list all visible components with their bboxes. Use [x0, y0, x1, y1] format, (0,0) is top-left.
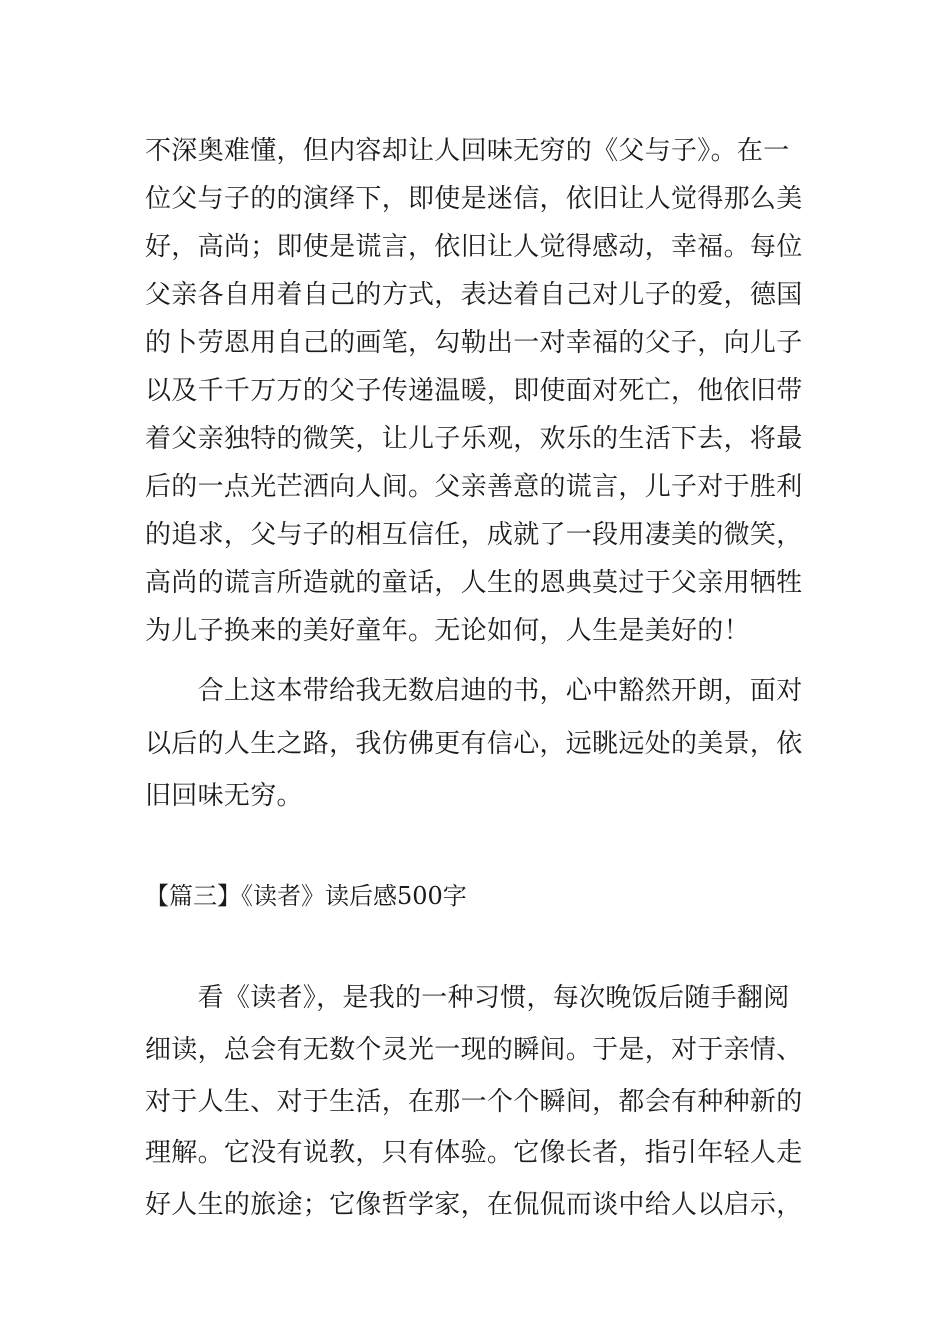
section-heading: 【篇三】《读者》读后感500字 — [145, 882, 467, 910]
paragraph-line: 看《读者》，是我的一种习惯，每次晚饭后随手翻阅 — [145, 983, 790, 1013]
paragraph-line: 好人生的旅途；它像哲学家，在侃侃而谈中给人以启示， — [145, 1190, 803, 1220]
paragraph-line: 位父与子的的演绎下，即使是迷信，依旧让人觉得那么美 — [145, 184, 803, 214]
paragraph-line: 细读，总会有无数个灵光一现的瞬间。于是，对于亲情、 — [145, 1035, 803, 1065]
paragraph-line: 旧回味无穷。 — [145, 781, 303, 811]
paragraph-line: 以后的人生之路，我仿佛更有信心，远眺远处的美景，依 — [145, 729, 803, 759]
paragraph-line: 为儿子换来的美好童年。无论如何，人生是美好的！ — [145, 616, 750, 646]
paragraph-line: 理解。它没有说教，只有体验。它像长者，指引年轻人走 — [145, 1138, 803, 1168]
paragraph-line: 高尚的谎言所造就的童话，人生的恩典莫过于父亲用牺牲 — [145, 568, 803, 598]
paragraph-line: 父亲各自用着自己的方式，表达着自己对儿子的爱，德国 — [145, 280, 803, 310]
paragraph-line: 后的一点光芒洒向人间。父亲善意的谎言，儿子对于胜利 — [145, 472, 803, 502]
paragraph-line: 的追求，父与子的相互信任，成就了一段用凄美的微笑， — [145, 520, 803, 550]
paragraph-line: 的卜劳恩用自己的画笔，勾勒出一对幸福的父子，向儿子 — [145, 328, 803, 358]
paragraph-line: 合上这本带给我无数启迪的书，心中豁然开朗，面对 — [145, 676, 803, 706]
paragraph-line: 好，高尚；即使是谎言，依旧让人觉得感动，幸福。每位 — [145, 232, 803, 262]
paragraph-line: 以及千千万万的父子传递温暖，即使面对死亡，他依旧带 — [145, 376, 803, 406]
paragraph-line: 对于人生、对于生活，在那一个个瞬间，都会有种种新的 — [145, 1087, 803, 1117]
paragraph-line: 不深奥难懂，但内容却让人回味无穷的《父与子》。在一 — [145, 136, 790, 166]
paragraph-line: 着父亲独特的微笑，让儿子乐观，欢乐的生活下去，将最 — [145, 424, 803, 454]
